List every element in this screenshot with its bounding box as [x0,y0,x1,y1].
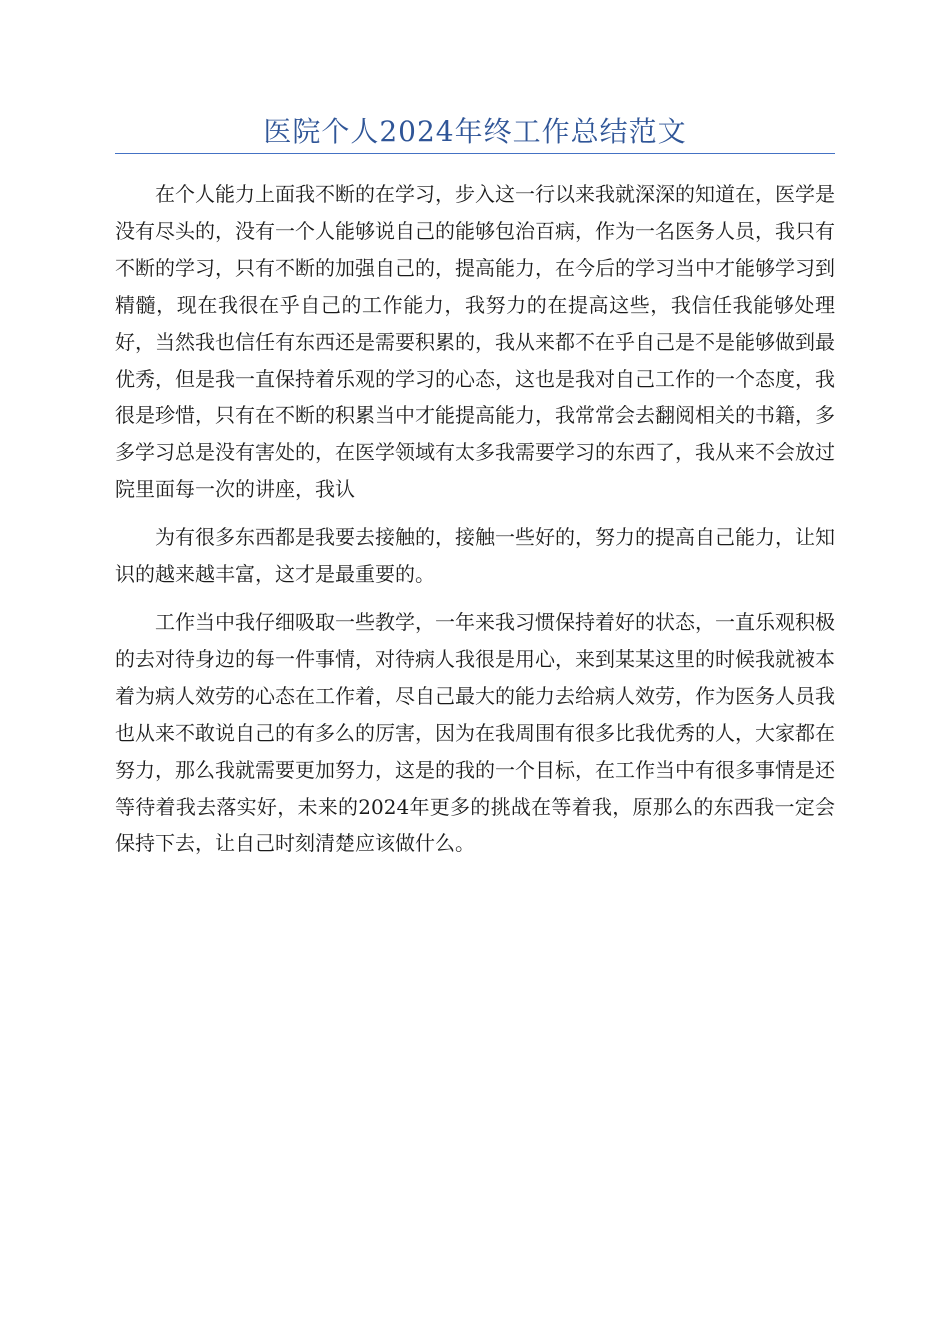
paragraph: 在个人能力上面我不断的在学习，步入这一行以来我就深深的知道在，医学是没有尽头的，没有一个人能够说自己的能够包治百病，作为一名医务人员，我只有不断的学习，只有不断的加强自己的，提高能力，在今后的学习当中才能够学习到精髓，现在我很在乎自己的工作能力，我努力的在提高这些，我信任我能够处理好，当然我也信任有东西还是需要积累的，我从来都不在乎自己是不是能够做到最优秀，但是我一直保持着乐观的学习的心态，这也是我对自己工作的一个态度，我很是珍惜，只有在不断的积累当中才能提高能力，我常常会去翻阅相关的书籍，多多学习总是没有害处的，在医学领域有太多我需要学习的东西了，我从来不会放过院里面每一次的讲座，我认 [115,182,835,502]
document-body [115,176,835,873]
paragraph: 为有很多东西都是我要去接触的，接触一些好的，努力的提高自己能力，让知识的越来越丰富，这才是最重要的。 [115,525,835,587]
document-title: 医院个人2024年终工作总结范文 [263,115,687,148]
title-underline [115,153,835,154]
paragraph: 工作当中我仔细吸取一些教学，一年来我习惯保持着好的状态，一直乐观积极的去对待身边的每一件事情，对待病人我很是用心，来到某某这里的时候我就被本着为病人效劳的心态在工作着，尽自己最大的能力去给病人效劳，作为医务人员我也从来不敢说自己的有多么的厉害，因为在我周围有很多比我优秀的人，大家都在努力，那么我就需要更加努力，这是的我的一个目标，在工作当中有很多事情是还等待着我去落实好，未来的2024年更多的挑战在等着我，原那么的东西我一定会保持下去，让自己时刻清楚应该做什么。 [115,609,835,856]
